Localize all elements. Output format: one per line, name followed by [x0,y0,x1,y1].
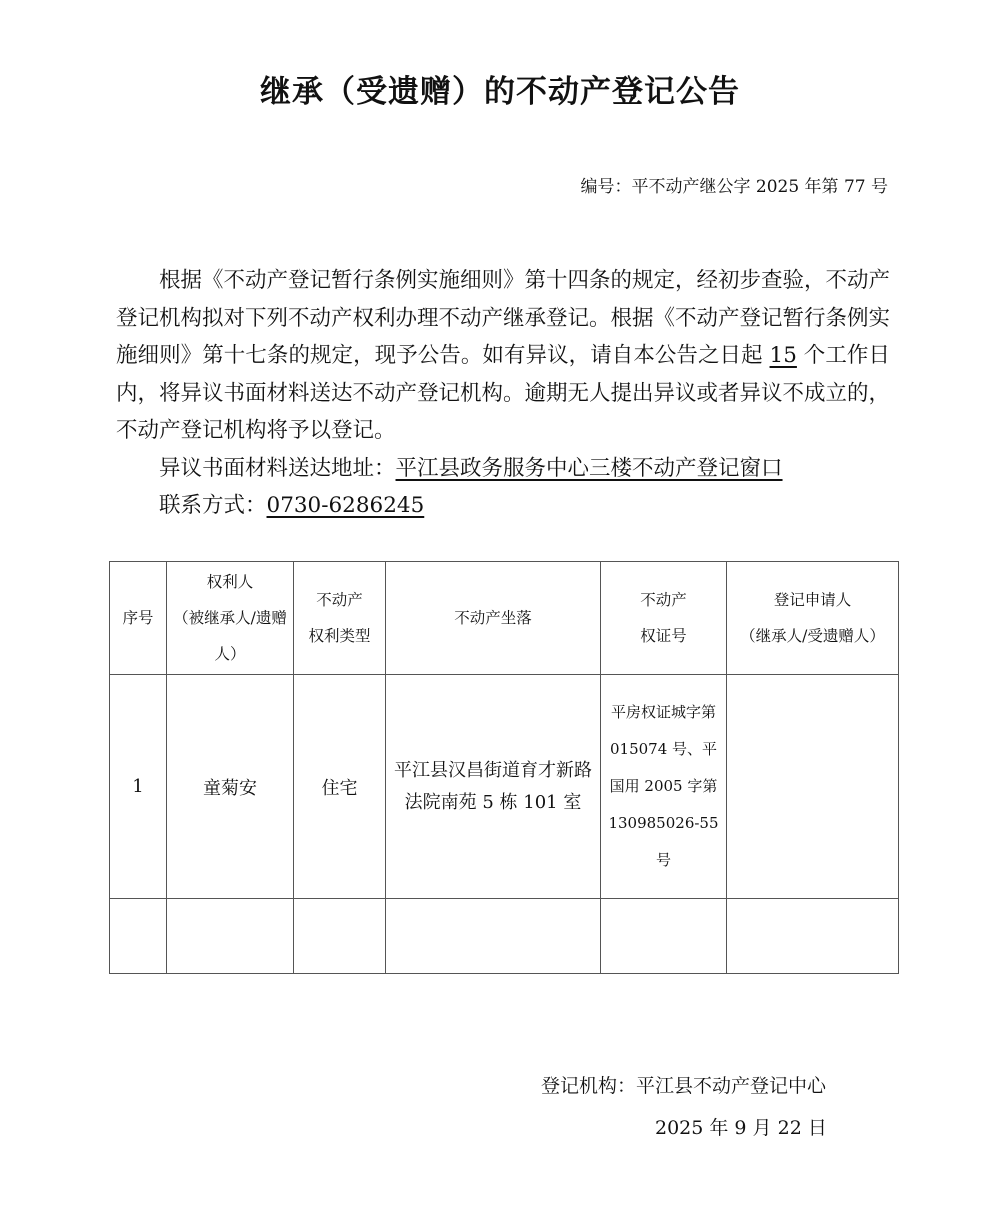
announcement-paragraph [116,262,890,450]
table-header-row [110,562,899,675]
cell-cert: 平房权证城字第 015074 号、平国用 2005 字第 130985026-55 号 [601,675,727,899]
registration-table [109,561,899,974]
header-type-line1: 不动产 [316,591,363,609]
contact-line [116,487,890,525]
empty-cell [110,899,167,974]
header-holder-line1: 权利人 [206,573,254,591]
address-value: 平江县政务服务中心三楼不动产登记窗口 [395,455,783,481]
cell-holder: 童菊安 [167,675,294,899]
empty-cell [727,899,899,974]
table-row [110,675,899,899]
contact-label: 联系方式： [159,493,267,518]
table-row-empty [110,899,899,974]
cell-applicant [727,675,899,899]
cell-location: 平江县汉昌街道育才新路法院南苑 5 栋 101 室 [386,675,601,899]
empty-cell [601,899,727,974]
header-type [294,562,386,675]
header-type-line2: 权利类型 [308,627,371,645]
header-cert-line2: 权证号 [640,627,687,645]
cell-type: 住宅 [294,675,386,899]
announcement-body [116,262,890,525]
empty-cell [386,899,601,974]
header-applicant-line2: （继承人/受遗赠人） [740,627,885,645]
cell-seq: 1 [110,675,167,899]
header-cert-line1: 不动产 [640,591,687,609]
paragraph-text-a: 根据《不动产登记暂行条例实施细则》第十四条的规定，经初步查验，不动产登记机构拟对下列不动产权利办理不动产继承登记。根据《不动产登记暂行条例实施细则》第十七条的规定，现予公告。如有异议，请自本公告之日起 [116,268,891,368]
empty-cell [294,899,386,974]
objection-days: 15 [769,343,797,368]
header-applicant-line1: 登记申请人 [773,591,852,609]
empty-cell [167,899,294,974]
announcement-date: 2025 年 9 月 22 日 [655,1117,827,1139]
registration-authority: 登记机构：平江县不动产登记中心 [541,1075,827,1097]
header-location: 不动产坐落 [386,562,601,675]
header-holder [167,562,294,675]
address-line [116,450,890,488]
header-applicant [727,562,899,675]
header-holder-line2: （被继承人/遗赠人） [173,609,287,663]
header-cert [601,562,727,675]
document-number: 编号：平不动产继公字 2025 年第 77 号 [580,177,888,197]
contact-value: 0730-6286245 [266,493,425,518]
header-seq: 序号 [110,562,167,675]
page-title: 继承（受遗赠）的不动产登记公告 [260,74,740,110]
address-label: 异议书面材料送达地址： [159,455,396,481]
paragraph-text-b: 个工作日内，将异议书面材料送达不动产登记机构。逾期无人提出异议或者异议不成立的，不动产登记机构将予以登记。 [116,343,891,443]
